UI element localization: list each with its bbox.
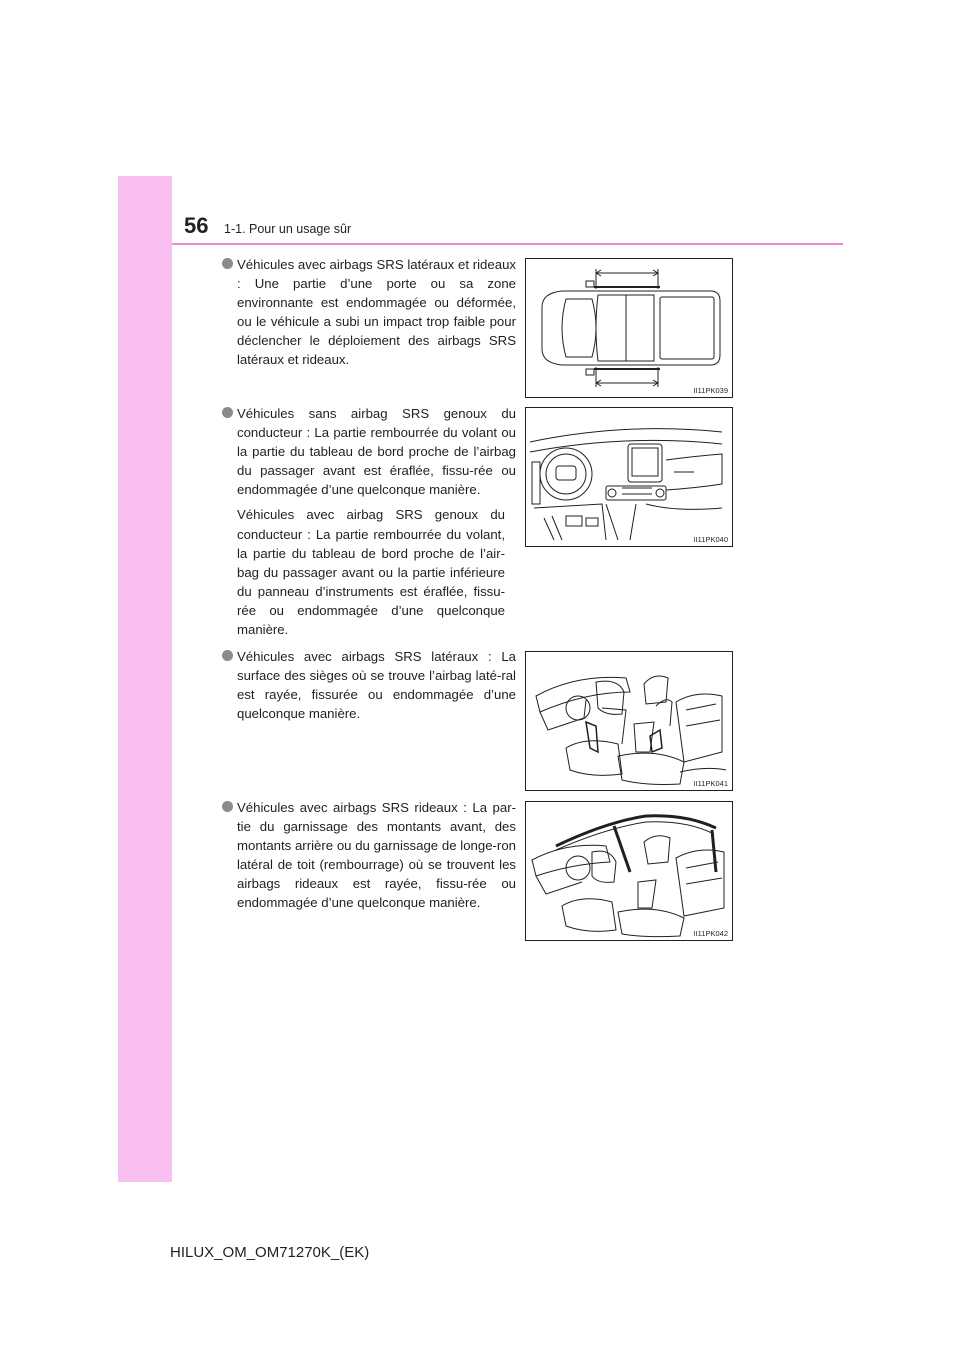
item-text-secondary: Véhicules avec airbag SRS genoux du conducteur : La partie rembourrée du volant, la partie du tableau de bord proche de l’air-bag du passager avant ou la partie inférieure du panneau d’instruments est éraflée, fissu-rée ou endommagée d’une quelconque manière. — [237, 507, 505, 638]
page-number: 56 — [184, 213, 209, 238]
figure-code: II11PK042 — [693, 929, 728, 938]
figure-vehicle-top-view — [525, 258, 733, 398]
item-text: Véhicules sans airbag SRS genoux du conducteur : La partie rembourrée du volant ou la partie du tableau de bord proche de l’airbag du passager avant est éraflée, fissu-rée ou endommagée d’une quelconque manière. — [237, 406, 516, 498]
figure-code: II11PK041 — [693, 779, 728, 788]
bullet-icon — [222, 801, 233, 812]
list-item-side-airbag-seats — [226, 647, 516, 723]
bullet-icon — [222, 407, 233, 418]
figure-dashboard — [525, 407, 733, 547]
bullet-icon — [222, 650, 233, 661]
list-item-knee-airbag — [226, 404, 516, 639]
bullet-icon — [222, 258, 233, 269]
figure-seats-side-airbag — [525, 651, 733, 791]
item-text: Véhicules avec airbags SRS rideaux : La par-tie du garnissage des montants avant, des montants arrière ou du garnissage de longe-ron latéral de toit (rembourrage) où se trouvent les airbags rideaux est rayée, fissu-rée ou endommagée d’une quelconque manière. — [237, 800, 516, 911]
figure-curtain-airbag — [525, 801, 733, 941]
figure-code: II11PK039 — [693, 386, 728, 395]
footer-doc-code: HILUX_OM_OM71270K_(EK) — [170, 1244, 370, 1261]
header-rule — [172, 243, 843, 245]
item-text: Véhicules avec airbags SRS latéraux et rideaux : Une partie d’une porte ou sa zone environnante est endommagée ou déformée, ou le véhicule a subi un impact trop faible pour déclencher le déploiement des airbags SRS latéraux et rideaux. — [237, 257, 516, 368]
section-title: 1-1. Pour un usage sûr — [224, 222, 352, 236]
list-item-curtain-airbag — [226, 798, 516, 913]
list-item-side-curtain-door — [226, 255, 516, 370]
figure-code: II11PK040 — [693, 535, 728, 544]
item-text: Véhicules avec airbags SRS latéraux : La surface des sièges où se trouve l’airbag laté-ral est rayée, fissurée ou endommagée d’une quelconque manière. — [237, 649, 516, 722]
side-tab-band — [118, 176, 172, 1182]
